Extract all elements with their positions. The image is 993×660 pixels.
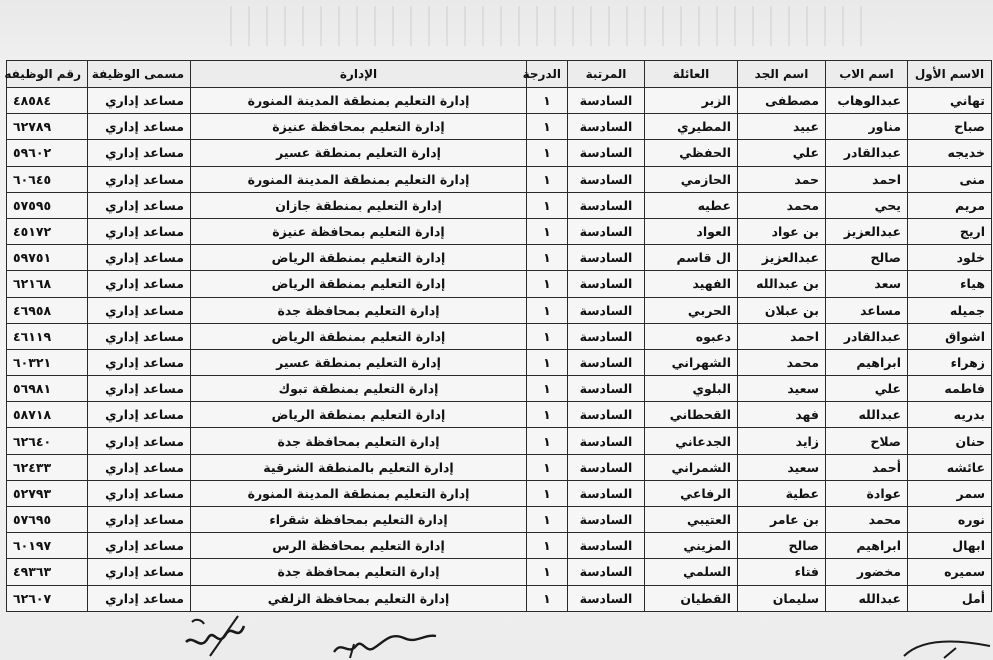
- grandfather-name-cell: بن عبدالله: [738, 271, 826, 297]
- department-cell: إدارة التعليم بمحافظة عنيزة: [191, 218, 527, 244]
- grandfather-name-cell: زايد: [738, 428, 826, 454]
- department-cell: إدارة التعليم بمحافظة جدة: [191, 297, 527, 323]
- job-number-cell: ٥٧٥٩٥: [7, 192, 88, 218]
- rank-cell: السادسة: [568, 454, 645, 480]
- family-cell: دعبوه: [645, 323, 738, 349]
- grandfather-name-cell: احمد: [738, 323, 826, 349]
- job-number-cell: ٦٠١٩٧: [7, 533, 88, 559]
- job-number-cell: ٦٢٦٠٧: [7, 585, 88, 611]
- degree-cell: ١: [527, 480, 568, 506]
- rank-cell: السادسة: [568, 218, 645, 244]
- job-title-cell: مساعد إداري: [88, 271, 191, 297]
- father-name-cell: عبدالوهاب: [826, 88, 908, 114]
- family-cell: الشهراني: [645, 349, 738, 375]
- degree-cell: ١: [527, 349, 568, 375]
- header-first-name: الاسم الأول: [908, 61, 992, 88]
- family-cell: الحازمي: [645, 166, 738, 192]
- job-number-cell: ٥٩٦٠٢: [7, 140, 88, 166]
- grandfather-name-cell: فتاء: [738, 559, 826, 585]
- family-cell: الرفاعي: [645, 480, 738, 506]
- degree-cell: ١: [527, 507, 568, 533]
- father-name-cell: أحمد: [826, 454, 908, 480]
- department-cell: إدارة التعليم بمنطقة الرياض: [191, 402, 527, 428]
- grandfather-name-cell: بن عامر: [738, 507, 826, 533]
- first-name-cell: سمر: [908, 480, 992, 506]
- rank-cell: السادسة: [568, 533, 645, 559]
- degree-cell: ١: [527, 192, 568, 218]
- job-title-cell: مساعد إداري: [88, 507, 191, 533]
- bleed-through-text: [230, 6, 870, 46]
- table-row: [7, 140, 992, 166]
- rank-cell: السادسة: [568, 297, 645, 323]
- grandfather-name-cell: محمد: [738, 192, 826, 218]
- father-name-cell: عبدالله: [826, 402, 908, 428]
- first-name-cell: مريم: [908, 192, 992, 218]
- first-name-cell: ابهال: [908, 533, 992, 559]
- table-row: [7, 454, 992, 480]
- job-title-cell: مساعد إداري: [88, 349, 191, 375]
- job-title-cell: مساعد إداري: [88, 533, 191, 559]
- department-cell: إدارة التعليم بالمنطقة الشرقية: [191, 454, 527, 480]
- grandfather-name-cell: عطية: [738, 480, 826, 506]
- degree-cell: ١: [527, 585, 568, 611]
- department-cell: إدارة التعليم بمحافظة الرس: [191, 533, 527, 559]
- grandfather-name-cell: محمد: [738, 349, 826, 375]
- first-name-cell: أمل: [908, 585, 992, 611]
- degree-cell: ١: [527, 376, 568, 402]
- father-name-cell: عبدالعزيز: [826, 218, 908, 244]
- header-grandfather-name: اسم الجد: [738, 61, 826, 88]
- table-row: [7, 376, 992, 402]
- family-cell: السلمي: [645, 559, 738, 585]
- job-title-cell: مساعد إداري: [88, 245, 191, 271]
- degree-cell: ١: [527, 559, 568, 585]
- header-father-name: اسم الاب: [826, 61, 908, 88]
- rank-cell: السادسة: [568, 585, 645, 611]
- family-cell: القحطاني: [645, 402, 738, 428]
- job-number-cell: ٦٠٣٢١: [7, 349, 88, 375]
- father-name-cell: عبدالله: [826, 585, 908, 611]
- father-name-cell: علي: [826, 376, 908, 402]
- rank-cell: السادسة: [568, 323, 645, 349]
- first-name-cell: حنان: [908, 428, 992, 454]
- family-cell: العواد: [645, 218, 738, 244]
- table-body: [7, 88, 992, 612]
- job-title-cell: مساعد إداري: [88, 428, 191, 454]
- degree-cell: ١: [527, 454, 568, 480]
- father-name-cell: عبدالقادر: [826, 140, 908, 166]
- grandfather-name-cell: سليمان: [738, 585, 826, 611]
- header-family: العائلة: [645, 61, 738, 88]
- degree-cell: ١: [527, 245, 568, 271]
- job-number-cell: ٦٢٧٨٩: [7, 114, 88, 140]
- family-cell: العتيبي: [645, 507, 738, 533]
- father-name-cell: مناور: [826, 114, 908, 140]
- family-cell: عطيه: [645, 192, 738, 218]
- degree-cell: ١: [527, 428, 568, 454]
- grandfather-name-cell: سعيد: [738, 454, 826, 480]
- first-name-cell: اشواق: [908, 323, 992, 349]
- header-rank: المرتبة: [568, 61, 645, 88]
- first-name-cell: هياء: [908, 271, 992, 297]
- department-cell: إدارة التعليم بمنطقة المدينة المنورة: [191, 166, 527, 192]
- rank-cell: السادسة: [568, 480, 645, 506]
- table-row: [7, 585, 992, 611]
- first-name-cell: سميره: [908, 559, 992, 585]
- family-cell: الجدعاني: [645, 428, 738, 454]
- department-cell: إدارة التعليم بمنطقة عسير: [191, 140, 527, 166]
- grandfather-name-cell: عبدالعزيز: [738, 245, 826, 271]
- table-row: [7, 559, 992, 585]
- table-row: [7, 428, 992, 454]
- rank-cell: السادسة: [568, 88, 645, 114]
- table-row: [7, 323, 992, 349]
- degree-cell: ١: [527, 271, 568, 297]
- job-title-cell: مساعد إداري: [88, 323, 191, 349]
- department-cell: إدارة التعليم بمنطقة الرياض: [191, 245, 527, 271]
- header-job-title: مسمى الوظيفة: [88, 61, 191, 88]
- grandfather-name-cell: حمد: [738, 166, 826, 192]
- rank-cell: السادسة: [568, 559, 645, 585]
- header-degree: الدرجة: [527, 61, 568, 88]
- rank-cell: السادسة: [568, 245, 645, 271]
- department-cell: إدارة التعليم بمنطقة المدينة المنورة: [191, 480, 527, 506]
- grandfather-name-cell: بن عبلان: [738, 297, 826, 323]
- job-title-cell: مساعد إداري: [88, 402, 191, 428]
- department-cell: إدارة التعليم بمحافظة عنيزة: [191, 114, 527, 140]
- first-name-cell: جميله: [908, 297, 992, 323]
- first-name-cell: فاطمه: [908, 376, 992, 402]
- job-title-cell: مساعد إداري: [88, 114, 191, 140]
- department-cell: إدارة التعليم بمنطقة المدينة المنورة: [191, 88, 527, 114]
- father-name-cell: سعد: [826, 271, 908, 297]
- table-row: [7, 166, 992, 192]
- job-number-cell: ٥٢٧٩٣: [7, 480, 88, 506]
- father-name-cell: صالح: [826, 245, 908, 271]
- rank-cell: السادسة: [568, 192, 645, 218]
- rank-cell: السادسة: [568, 271, 645, 297]
- father-name-cell: ابراهيم: [826, 349, 908, 375]
- job-number-cell: ٥٨٧١٨: [7, 402, 88, 428]
- signature-mark-2: [330, 626, 440, 660]
- father-name-cell: محمد: [826, 507, 908, 533]
- department-cell: إدارة التعليم بمحافظة جدة: [191, 559, 527, 585]
- degree-cell: ١: [527, 402, 568, 428]
- first-name-cell: تهاني: [908, 88, 992, 114]
- degree-cell: ١: [527, 533, 568, 559]
- grandfather-name-cell: صالح: [738, 533, 826, 559]
- first-name-cell: زهراء: [908, 349, 992, 375]
- department-cell: إدارة التعليم بمحافظة جدة: [191, 428, 527, 454]
- father-name-cell: مخضور: [826, 559, 908, 585]
- table-row: [7, 402, 992, 428]
- family-cell: الشمراني: [645, 454, 738, 480]
- job-title-cell: مساعد إداري: [88, 297, 191, 323]
- first-name-cell: نوره: [908, 507, 992, 533]
- department-cell: إدارة التعليم بمنطقة عسير: [191, 349, 527, 375]
- job-number-cell: ٥٧٦٩٥: [7, 507, 88, 533]
- first-name-cell: بدريه: [908, 402, 992, 428]
- department-cell: إدارة التعليم بمنطقة تبوك: [191, 376, 527, 402]
- job-number-cell: ٤٦١١٩: [7, 323, 88, 349]
- family-cell: البلوي: [645, 376, 738, 402]
- grandfather-name-cell: علي: [738, 140, 826, 166]
- degree-cell: ١: [527, 297, 568, 323]
- table-row: [7, 507, 992, 533]
- job-number-cell: ٤٥١٧٢: [7, 218, 88, 244]
- department-cell: إدارة التعليم بمنطقة جازان: [191, 192, 527, 218]
- family-cell: الحربي: [645, 297, 738, 323]
- job-number-cell: ٤٩٣٦٣: [7, 559, 88, 585]
- department-cell: إدارة التعليم بمنطقة الرياض: [191, 323, 527, 349]
- degree-cell: ١: [527, 323, 568, 349]
- family-cell: ال قاسم: [645, 245, 738, 271]
- job-title-cell: مساعد إداري: [88, 585, 191, 611]
- first-name-cell: عائشه: [908, 454, 992, 480]
- grandfather-name-cell: مصطفى: [738, 88, 826, 114]
- job-number-cell: ٤٦٩٥٨: [7, 297, 88, 323]
- father-name-cell: عبدالقادر: [826, 323, 908, 349]
- father-name-cell: عوادة: [826, 480, 908, 506]
- table-row: [7, 88, 992, 114]
- job-title-cell: مساعد إداري: [88, 454, 191, 480]
- degree-cell: ١: [527, 114, 568, 140]
- job-number-cell: ٤٨٥٨٤: [7, 88, 88, 114]
- table-row: [7, 297, 992, 323]
- father-name-cell: مساعد: [826, 297, 908, 323]
- job-number-cell: ٥٦٩٨١: [7, 376, 88, 402]
- rank-cell: السادسة: [568, 166, 645, 192]
- grandfather-name-cell: عبيد: [738, 114, 826, 140]
- department-cell: إدارة التعليم بمحافظة شقراء: [191, 507, 527, 533]
- table-row: [7, 245, 992, 271]
- table-row: [7, 349, 992, 375]
- father-name-cell: احمد: [826, 166, 908, 192]
- family-cell: الحفظي: [645, 140, 738, 166]
- grandfather-name-cell: بن عواد: [738, 218, 826, 244]
- rank-cell: السادسة: [568, 402, 645, 428]
- father-name-cell: صلاح: [826, 428, 908, 454]
- job-number-cell: ٦٢١٦٨: [7, 271, 88, 297]
- signature-mark-3: [900, 636, 993, 660]
- job-title-cell: مساعد إداري: [88, 88, 191, 114]
- rank-cell: السادسة: [568, 507, 645, 533]
- department-cell: إدارة التعليم بمحافظة الزلفي: [191, 585, 527, 611]
- grandfather-name-cell: سعيد: [738, 376, 826, 402]
- employee-table: [6, 60, 992, 612]
- grandfather-name-cell: فهد: [738, 402, 826, 428]
- job-number-cell: ٦٢٤٣٣: [7, 454, 88, 480]
- first-name-cell: صباح: [908, 114, 992, 140]
- rank-cell: السادسة: [568, 349, 645, 375]
- first-name-cell: خلود: [908, 245, 992, 271]
- rank-cell: السادسة: [568, 376, 645, 402]
- father-name-cell: يحي: [826, 192, 908, 218]
- degree-cell: ١: [527, 140, 568, 166]
- rank-cell: السادسة: [568, 114, 645, 140]
- father-name-cell: ابراهيم: [826, 533, 908, 559]
- department-cell: إدارة التعليم بمنطقة الرياض: [191, 271, 527, 297]
- table-row: [7, 218, 992, 244]
- degree-cell: ١: [527, 88, 568, 114]
- job-title-cell: مساعد إداري: [88, 166, 191, 192]
- table-row: [7, 271, 992, 297]
- job-title-cell: مساعد إداري: [88, 480, 191, 506]
- job-number-cell: ٥٩٧٥١: [7, 245, 88, 271]
- job-title-cell: مساعد إداري: [88, 218, 191, 244]
- family-cell: المطيري: [645, 114, 738, 140]
- family-cell: القطيان: [645, 585, 738, 611]
- table-header-row: [7, 61, 992, 88]
- family-cell: الزبر: [645, 88, 738, 114]
- table-row: [7, 533, 992, 559]
- family-cell: المزيني: [645, 533, 738, 559]
- job-number-cell: ٦٢٦٤٠: [7, 428, 88, 454]
- job-title-cell: مساعد إداري: [88, 140, 191, 166]
- job-title-cell: مساعد إداري: [88, 559, 191, 585]
- family-cell: الفهيد: [645, 271, 738, 297]
- rank-cell: السادسة: [568, 428, 645, 454]
- header-job-number: رقم الوظيفه: [7, 61, 88, 88]
- first-name-cell: منى: [908, 166, 992, 192]
- first-name-cell: خديجه: [908, 140, 992, 166]
- degree-cell: ١: [527, 218, 568, 244]
- job-title-cell: مساعد إداري: [88, 192, 191, 218]
- table-row: [7, 192, 992, 218]
- job-title-cell: مساعد إداري: [88, 376, 191, 402]
- rank-cell: السادسة: [568, 140, 645, 166]
- degree-cell: ١: [527, 166, 568, 192]
- table-row: [7, 114, 992, 140]
- signature-mark-1: [180, 612, 250, 660]
- header-department: الإدارة: [191, 61, 527, 88]
- first-name-cell: اريج: [908, 218, 992, 244]
- table-row: [7, 480, 992, 506]
- job-number-cell: ٦٠٦٤٥: [7, 166, 88, 192]
